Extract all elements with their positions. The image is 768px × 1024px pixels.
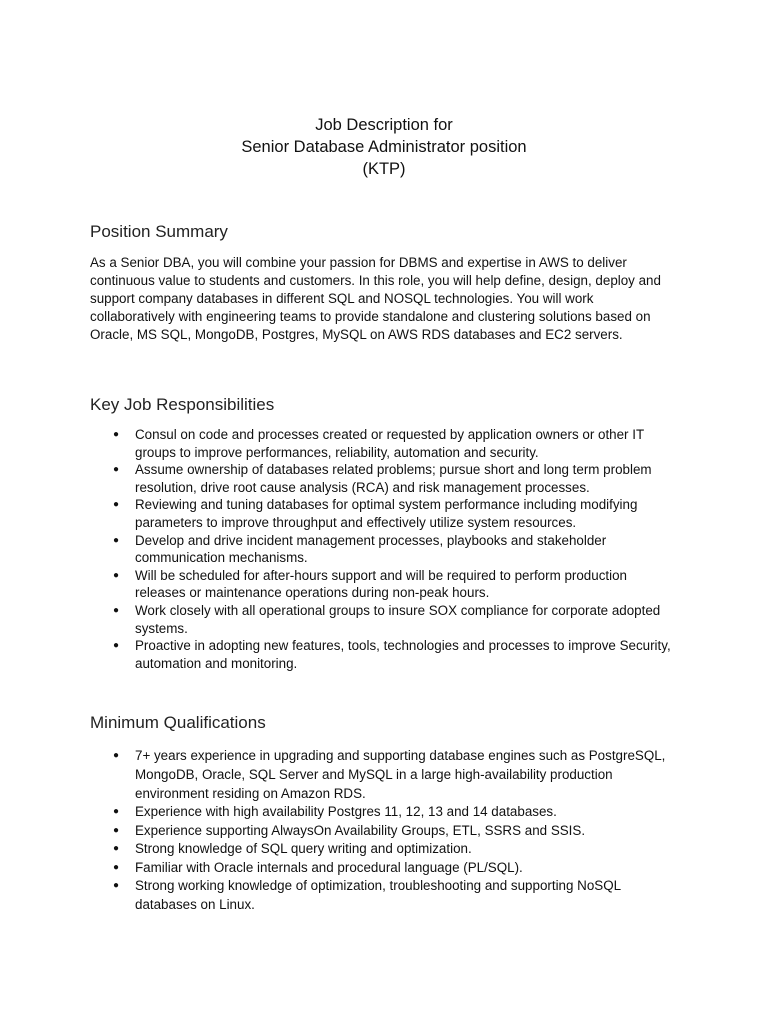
list-item-text: Familiar with Oracle internals and procedural language (PL/SQL). [135,859,523,875]
qualifications-list [90,747,678,914]
list-item-text: Strong knowledge of SQL query writing and optimization. [135,841,472,857]
list-item [90,840,678,859]
bullet-icon: ● [113,806,120,818]
list-item [90,532,678,567]
list-item-text: Experience with high availability Postgres 11, 12, 13 and 14 databases. [135,804,557,820]
list-item [90,602,678,637]
title-line: Job Description for [315,116,453,134]
bullet-icon: ● [113,640,120,652]
list-item [90,496,678,531]
list-item [90,822,678,841]
section-heading-minimum-qualifications: Minimum Qualifications [90,713,266,733]
bullet-icon: ● [113,534,120,546]
bullet-icon: ● [113,843,120,855]
position-summary-text: As a Senior DBA, you will combine your passion for DBMS and expertise in AWS to deliver continuous value to students and customers. In this role, you will help define, design, deploy and support company databases in different SQL and NOSQL technologies. You will work collaboratively with engineering teams to provide standalone and clustering solutions based on Oracle, MS SQL, MongoDB, Postgres, MySQL on AWS RDS databases and EC2 servers. [90,255,661,342]
title-line: Senior Database Administrator position [241,138,527,156]
list-item-text: 7+ years experience in upgrading and supporting database engines such as PostgreSQL, MongoDB, Oracle, SQL Server and MySQL in a large high-availability production environment residing on Amazon RDS. [135,748,666,801]
list-item-text: Proactive in adopting new features, tools, technologies and processes to improve Security, automation and monitoring. [135,638,671,671]
list-item [90,859,678,878]
section-heading-position-summary: Position Summary [90,222,228,241]
bullet-icon: ● [113,880,120,892]
list-item-text: Will be scheduled for after-hours support and will be required to perform production releases or maintenance operations during non-peak hours. [135,567,627,601]
list-item-text: Strong working knowledge of optimization, troubleshooting and supporting NoSQL databases on Linux. [135,878,621,913]
bullet-icon: ● [113,569,120,581]
bullet-icon: ● [113,824,120,836]
list-item [90,877,678,914]
list-item [90,637,678,672]
section-heading-key-responsibilities: Key Job Responsibilities [90,395,275,414]
bullet-icon: ● [113,464,120,476]
list-item-text: Consul on code and processes created or requested by application owners or other IT groups to improve performances, reliability, automation and security. [135,427,644,460]
list-item [90,567,678,602]
bullet-icon: ● [113,429,120,440]
list-item [90,461,678,496]
list-item-text: Work closely with all operational groups to insure SOX compliance for corporate adopted systems. [135,602,661,636]
list-item-text: Develop and drive incident management processes, playbooks and stakeholder communication mechanisms. [135,532,607,566]
title-line: (KTP) [362,160,406,178]
list-item-text: Experience supporting AlwaysOn Availability Groups, ETL, SSRS and SSIS. [135,822,586,838]
bullet-icon: ● [113,750,120,762]
responsibilities-list [90,426,678,672]
bullet-icon: ● [113,604,120,616]
list-item-text: Reviewing and tuning databases for optimal system performance including modifying parameters to improve throughput and effectively utilize system resources. [135,497,638,530]
bullet-icon: ● [113,861,120,873]
list-item [90,747,678,803]
list-item-text: Assume ownership of databases related problems; pursue short and long term problem resolution, drive root cause analysis (RCA) and risk management processes. [135,462,652,495]
list-item [90,426,678,461]
list-item [90,803,678,822]
bullet-icon: ● [113,499,120,511]
document-title [90,0,678,180]
